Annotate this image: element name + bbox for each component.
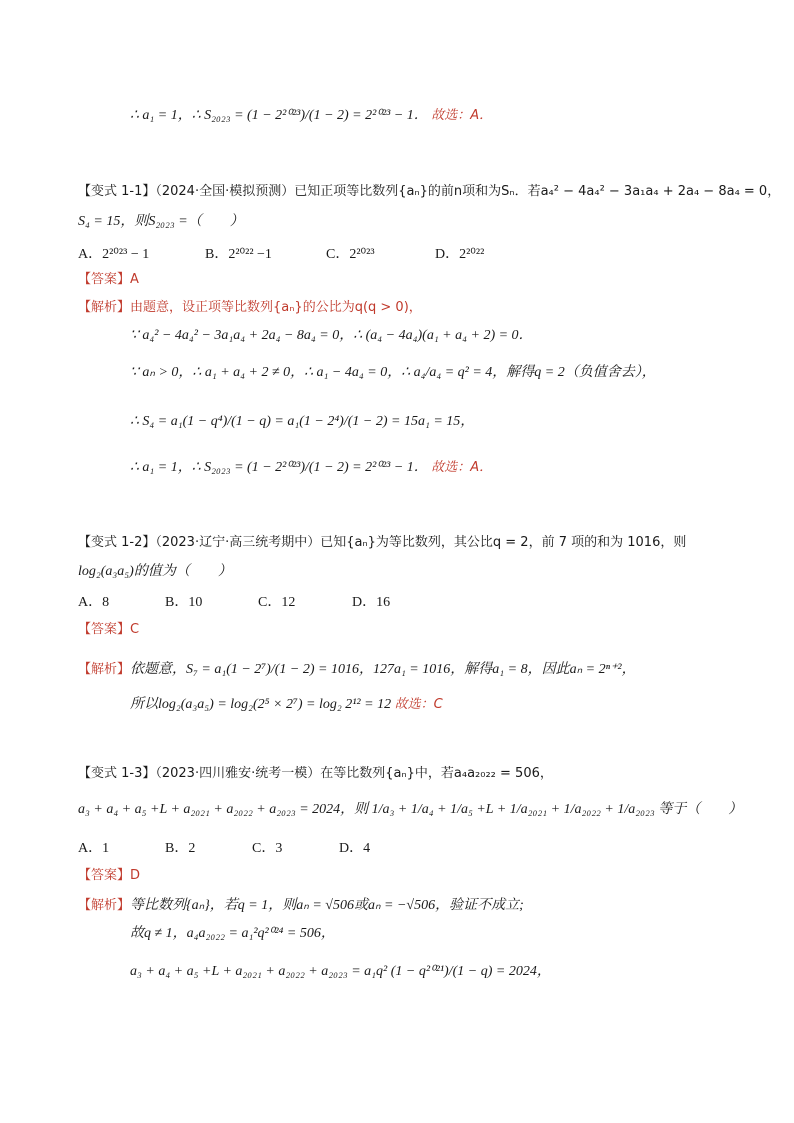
v12-analysis-line-1 [78, 660, 636, 680]
v11-analysis-line-3: ∵ aₙ > 0，∴ a₁ + a₄ + 2 ≠ 0，∴ a₁ − 4a₄ = 0，∴ a₄/a₄ = q² = 4，解得q = 2（负值舍去）， [130, 365, 656, 380]
v12-question-line-2: log₂(a₃a₅)的值为（ ） [78, 564, 232, 579]
v12-analysis-line-2-math: 所以log₂(a₃a₅) = log₂(2⁵ × 2⁷) = log₂ 2¹² = 12 [130, 697, 392, 712]
v11-option-a: A．2²⁰²³ − 1 [78, 247, 150, 262]
v11-analysis-label: 【解析】 [78, 300, 131, 315]
v12-option-a: A．8 [78, 595, 110, 610]
v12-answer: 【答案】C [78, 622, 140, 637]
v12-analysis-label: 【解析】 [78, 662, 131, 677]
v11-analysis-line-1 [78, 298, 422, 318]
v11-answer: 【答案】A [78, 272, 139, 287]
v13-answer: 【答案】D [78, 868, 141, 883]
top-line-1 [130, 106, 492, 126]
v13-option-a: A．1 [78, 841, 110, 856]
v13-question-line-2: a₃ + a₄ + a₅ +L + a₂₀₂₁ + a₂₀₂₂ + a₂₀₂₃ = 2024，则 1/a₃ + 1/a₄ + 1/a₅ +L + 1/a₂₀₂₁ + 1/a₂₀₂₂ + 1/a₂₀₂₃ 等于（ ） [78, 802, 743, 817]
top-line-1-math: ∴ a₁ = 1，∴ S₂₀₂₃ = (1 − 2²⁰²³)/(1 − 2) = 2²⁰²³ − 1． [130, 108, 428, 123]
v11-option-b: B．2²⁰²² −1 [205, 247, 272, 262]
v13-analysis-line-2: 故q ≠ 1，a₄a₂₀₂₂ = a₁²q²⁰²⁴ = 506， [130, 926, 335, 941]
v12-analysis-conclusion: 故选：C [394, 697, 443, 712]
v12-option-d: D．16 [352, 595, 391, 610]
v11-question-line-1: 【变式 1-1】（2024·全国·模拟预测）已知正项等比数列{aₙ}的前n项和为Sₙ．若a₄² − 4a₄² − 3a₁a₄ + 2a₄ − 8a₄ = 0， [78, 184, 781, 199]
v12-analysis-text-1: 依题意，S₇ = a₁(1 − 2⁷)/(1 − 2) = 1016，127a₁ = 1016，解得a₁ = 8，因此aₙ = 2ⁿ⁺²， [130, 662, 636, 677]
v13-option-d: D．4 [339, 841, 371, 856]
v11-analysis-line-4: ∴ S₄ = a₁(1 − q⁴)/(1 − q) = a₁(1 − 2⁴)/(1 − 2) = 15a₁ = 15， [130, 414, 475, 429]
v12-question-line-1: 【变式 1-2】（2023·辽宁·高三统考期中）已知{aₙ}为等比数列，其公比q = 2，前 7 项的和为 1016，则 [78, 535, 687, 550]
top-line-1-conclusion: 故选：A． [431, 108, 493, 123]
v11-option-c: C．2²⁰²³ [326, 247, 375, 262]
v13-analysis-text-1: 等比数列{aₙ}，若q = 1，则aₙ = √506或aₙ = −√506，验证不成立; [130, 898, 524, 913]
v13-question-line-1: 【变式 1-3】（2023·四川雅安·统考一模）在等比数列{aₙ}中，若a₄a₂₀₂₂ = 506， [78, 766, 553, 781]
v11-analysis-line-2: ∵ a₄² − 4a₄² − 3a₁a₄ + 2a₄ − 8a₄ = 0，∴ (a₄ − 4a₄)(a₁ + a₄ + 2) = 0． [130, 328, 533, 343]
v12-option-b: B．10 [165, 595, 203, 610]
v11-question-line-2: S₄ = 15，则S₂₀₂₃ =（ ） [78, 214, 244, 229]
v13-analysis-line-1 [78, 896, 524, 916]
v12-option-c: C．12 [258, 595, 296, 610]
v13-analysis-label: 【解析】 [78, 898, 131, 913]
v13-analysis-line-3: a₃ + a₄ + a₅ +L + a₂₀₂₁ + a₂₀₂₂ + a₂₀₂₃ = a₁q² (1 − q²⁰²¹)/(1 − q) = 2024， [130, 964, 551, 979]
v11-analysis-line-5-math: ∴ a₁ = 1，∴ S₂₀₂₃ = (1 − 2²⁰²³)/(1 − 2) = 2²⁰²³ − 1． [130, 460, 428, 475]
v11-analysis-text-1: 由题意，设正项等比数列{aₙ}的公比为q(q > 0)， [130, 300, 422, 315]
v11-option-d: D．2²⁰²² [435, 247, 485, 262]
v11-analysis-conclusion: 故选：A． [431, 460, 493, 475]
v12-analysis-line-2 [130, 695, 443, 715]
v13-option-c: C．3 [252, 841, 283, 856]
v11-analysis-line-5 [130, 458, 492, 478]
v13-option-b: B．2 [165, 841, 196, 856]
